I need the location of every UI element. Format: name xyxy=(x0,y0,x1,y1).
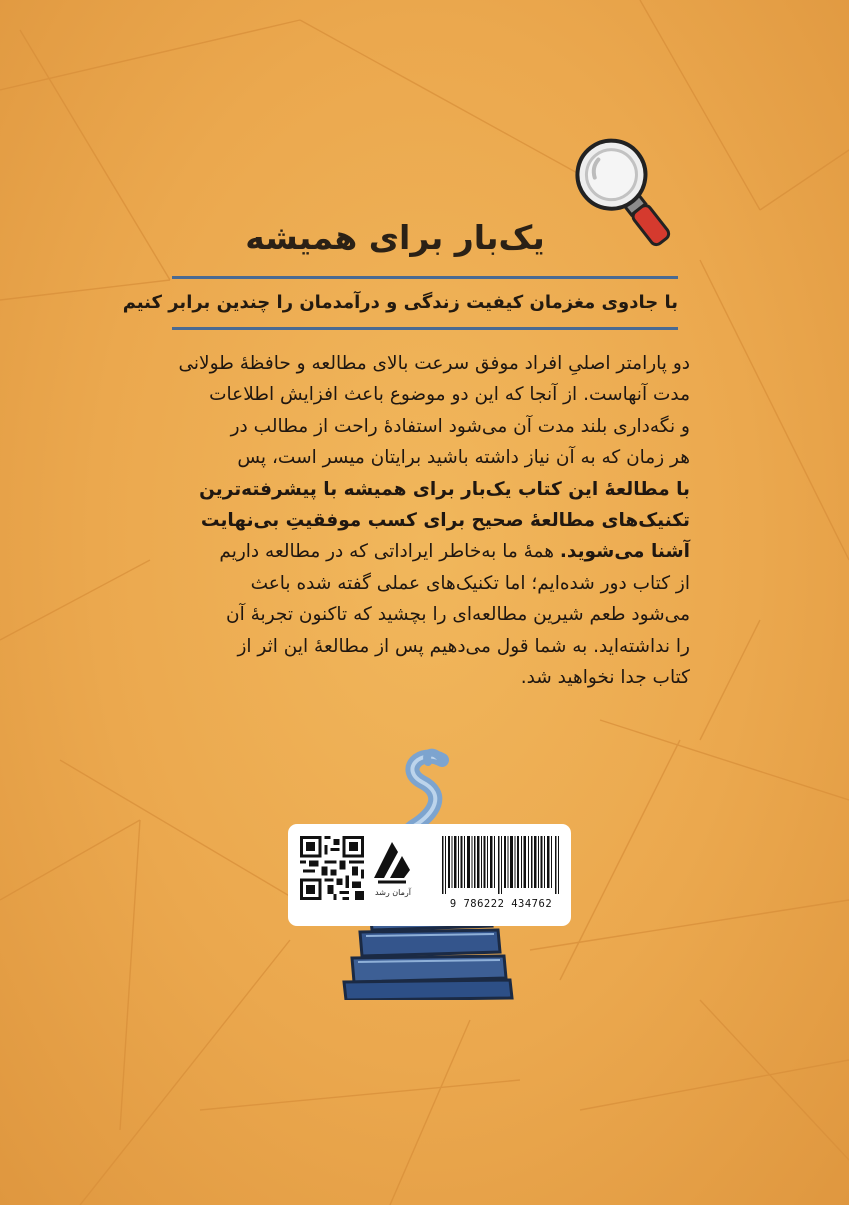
isbn-number: 9 786222 434762 xyxy=(449,898,553,910)
publisher-logo-icon xyxy=(370,838,414,886)
title-divider-top xyxy=(172,276,678,279)
blurb-bold-phrase: آشنا می‌شوید. xyxy=(559,541,690,563)
title-divider-bottom xyxy=(172,327,678,330)
book-title: یک‌بار برای همیشه xyxy=(245,218,545,257)
blurb-line: از کتاب دور شده‌ایم؛ اما تکنیک‌های عملی گفته شده باعث xyxy=(250,572,690,594)
blurb-line: می‌شود طعم شیرین مطالعه‌ای را بچشید که تاکنون تجربهٔ آن xyxy=(226,604,690,626)
blurb-line: مدت آنهاست. از آنجا که این دو موضوع باعث افزایش اطلاعات xyxy=(209,384,690,406)
blurb-text xyxy=(150,348,690,693)
barcode-panel xyxy=(288,824,571,926)
blurb-line: دو پارامتر اصلیِ افراد موفق سرعت بالای مطالعه و حافظهٔ طولانی xyxy=(178,353,690,374)
qr-code-icon xyxy=(300,836,364,900)
blurb-line-rest: همهٔ ما به‌خاطر ایراداتی که در مطالعه داریم xyxy=(219,541,560,563)
barcode-icon xyxy=(440,836,564,894)
blurb-line xyxy=(150,536,690,567)
blurb-line: هر زمان که به آن نیاز داشته باشید برایتان میسر است، پس xyxy=(237,447,690,469)
blurb-line-bold: تکنیک‌های مطالعهٔ صحیح برای کسب موفقیتِ بی‌نهایت xyxy=(200,510,690,532)
blurb-line-bold: با مطالعهٔ این کتاب یک‌بار برای همیشه با پیشرفته‌ترین xyxy=(199,478,690,500)
blurb-line: کتاب جدا نخواهید شد. xyxy=(520,667,690,689)
blurb-line: و نگه‌داری بلند مدت آن می‌شود استفادهٔ راحت از مطالب در xyxy=(230,415,690,437)
blurb-line: را نداشته‌اید. به شما قول می‌دهیم پس از مطالعهٔ این اثر از xyxy=(237,635,690,657)
book-subtitle: با جادوی مغزمان کیفیت زندگی و درآمدمان را چندین برابر کنیم xyxy=(122,292,678,313)
publisher-name: آرمان رشد xyxy=(375,888,411,897)
